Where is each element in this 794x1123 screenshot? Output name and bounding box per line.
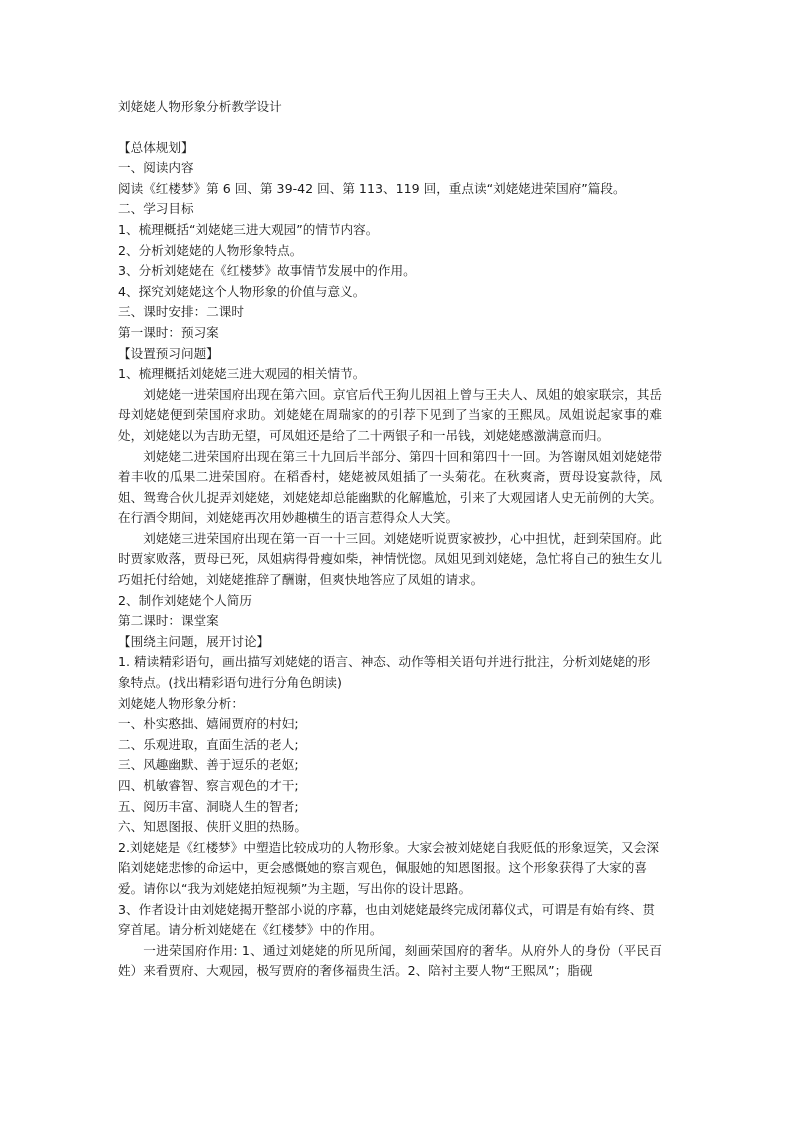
goal-item-1: 1、梳理概括“刘姥姥三进大观园”的情节内容。	[118, 221, 379, 237]
reading-content-text: 阅读《红楼梦》第 6 回、第 39-42 回、第 113、119 回，重点读“刘姥姥进荣国府”篇段。	[118, 180, 626, 196]
question-3: 3、作者设计由刘姥姥揭开整部小说的序幕，也由刘姥姥最终完成闭幕仪式，可谓是有始有终、贯穿首尾。请分析刘姥姥在《红楼梦》中的作用。	[118, 901, 655, 938]
preview-question-1: 1、梳理概括刘姥姥三进大观园的相关情节。	[118, 366, 366, 382]
analysis-item: 四、机敏睿智、察言观色的才干;	[118, 778, 299, 793]
lesson-2-section	[118, 591, 662, 653]
paragraph-first-visit: 刘姥姥一进荣国府出现在第六回。京官后代王狗儿因祖上曾与王夫人、凤姐的娘家联宗，其岳母刘姥姥便到荣国府求助。刘姥姥在周瑞家的的引荐下见到了当家的王熙凤。凤姐说起家事的难处，刘姥姥以为吉助无望，可凤姐还是给了二十两银子和一吊钱，刘姥姥感激满意而归。	[118, 386, 662, 443]
analysis-item: 五、阅历丰富、洞晓人生的智者;	[118, 798, 299, 814]
analysis-item: 二、乐观进取，直面生活的老人;	[118, 736, 299, 752]
paragraph-second-visit: 刘姥姥二进荣国府出现在第三十九回后半部分、第四十回和第四十一回。为答谢凤姐刘姥姥带着丰收的瓜果二进荣国府。在稻香村，姥姥被凤姐插了一头菊花。在秋爽斋，贾母设宴款待，凤姐、鸳鸯合伙儿捉弄刘姥姥，刘姥姥却总能幽默的化解尴尬，引来了大观园诸人史无前例的大笑。在行酒令期间，刘姥姥再次用妙趣横生的语言惹得众人大笑。	[118, 448, 662, 526]
heading-preview-questions: 【设置预习问题】	[118, 345, 219, 361]
paragraph-first-visit-role: 一进荣国府作用: 1、通过刘姥姥的所见所闻，刻画荣国府的奢华。从府外人的身份（平民百姓）来看贾府、大观园，极写贾府的奢侈福贵生活。2、陪衬主要人物“王熙凤”；脂砚	[118, 942, 662, 979]
heading-learning-goals: 二、学习目标	[118, 201, 194, 217]
heading-overall-plan: 【总体规划】	[118, 139, 194, 155]
character-analysis-list	[118, 694, 662, 838]
goal-item-2: 2、分析刘姥姥的人物形象特点。	[118, 242, 303, 258]
analysis-item: 三、风趣幽默、善于逗乐的老妪;	[118, 757, 299, 773]
lesson-2-label: 第二课时：课堂案	[118, 613, 219, 629]
heading-schedule: 三、课时安排：二课时	[118, 304, 244, 320]
paragraph-third-visit: 刘姥姥三进荣国府出现在第一百一十三回。刘姥姥听说贾家被抄，心中担忧，赶到荣国府。此时贾家败落，贾母已死，凤姐病得骨瘦如柴，神情恍惚。凤姐见到刘姥姥，急忙将自己的独生女儿巧姐托付给她，刘姥姥推辞了酬谢，但爽快地答应了凤姐的请求。	[118, 530, 662, 588]
heading-reading-content: 一、阅读内容	[118, 160, 194, 176]
heading-discussion: 【围绕主问题，展开讨论】	[118, 633, 270, 649]
preview-question-2: 2、制作刘姥姥个人简历	[118, 592, 252, 608]
lesson-1-label: 第一课时：预习案	[118, 324, 219, 340]
document-title: 刘姥姥人物形象分析教学设计	[118, 99, 282, 114]
goal-item-3: 3、分析刘姥姥在《红楼梦》故事情节发展中的作用。	[118, 263, 416, 279]
analysis-heading: 刘姥姥人物形象分析：	[118, 695, 244, 711]
question-2: 2.刘姥姥是《红楼梦》中塑造比较成功的人物形象。大家会被刘姥姥自我贬低的形象逗笑，又会深陷刘姥姥悲惨的命运中，更会感慨她的察言观色，佩服她的知恩图报。这个形象获得了大家的喜爱。请你以“我为刘姥姥拍短视频”为主题，写出你的设计思路。	[118, 839, 659, 896]
question-1: 1. 精读精彩语句，画出描写刘姥姥的语言、神态、动作等相关语句并进行批注，分析刘姥姥的形象特点。(找出精彩语句进行分角色朗读)	[118, 654, 651, 691]
overview-section	[118, 138, 662, 385]
goal-item-4: 4、探究刘姥姥这个人物形象的价值与意义。	[118, 283, 366, 299]
analysis-item: 一、朴实憨拙、嬉闹贾府的村妇;	[118, 716, 299, 732]
analysis-item: 六、知恩图报、侠肝义胆的热肠。	[118, 819, 307, 835]
